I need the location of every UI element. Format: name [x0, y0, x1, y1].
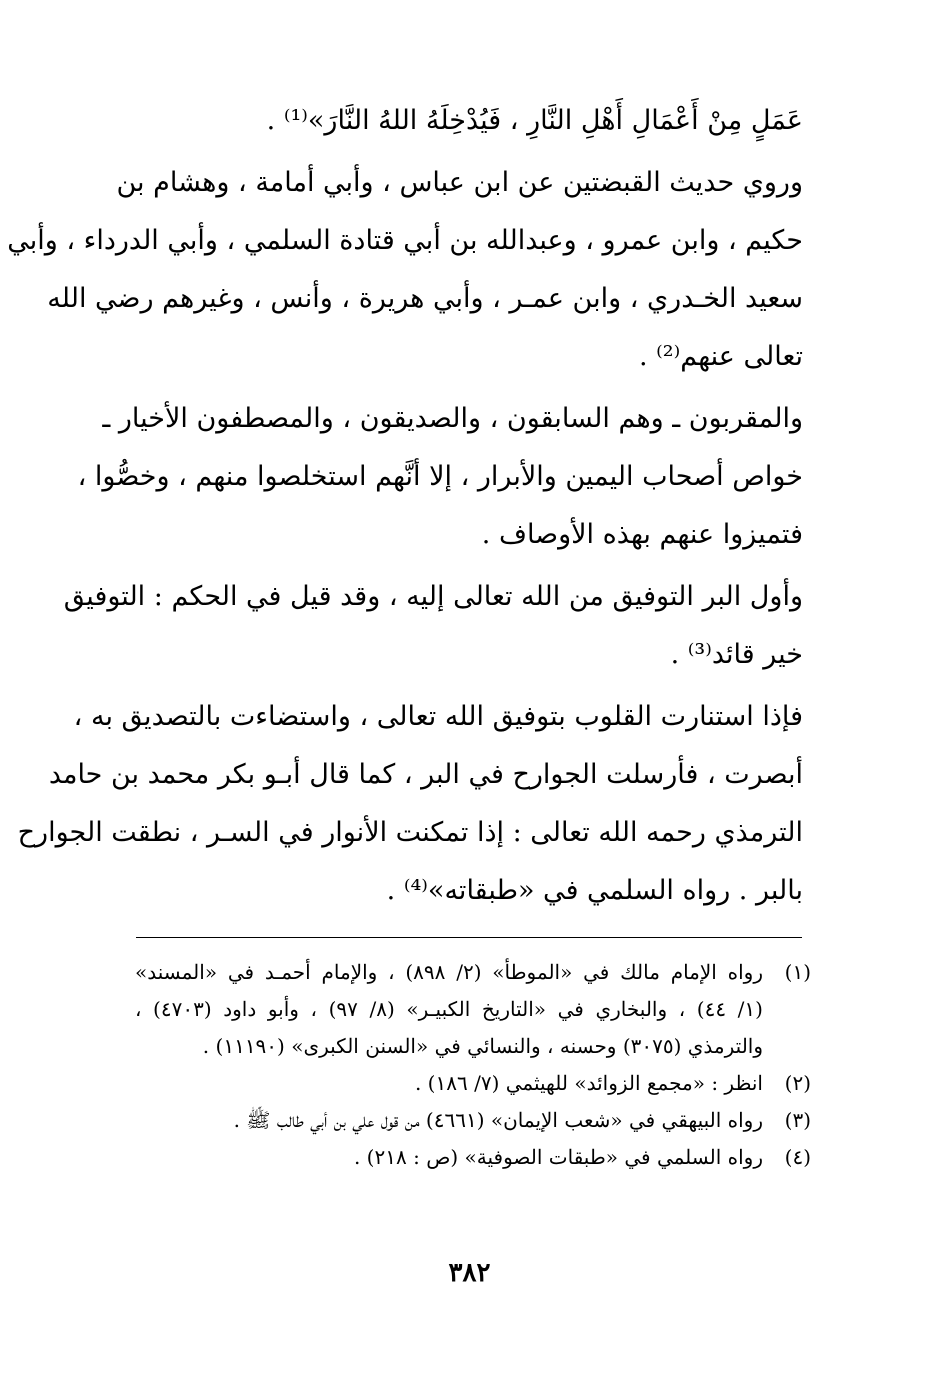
footnote-text [135, 1102, 763, 1139]
footnote [135, 1139, 811, 1176]
footnote-text [135, 1139, 763, 1176]
text-line: أبصرت ، فأرسلت الجوارح في البر ، كما قال أبـو بكر محمد بن حامد [48, 759, 803, 790]
footnote [135, 1065, 811, 1102]
footnote-number: (٤) [784, 1145, 811, 1169]
text-line: وأول البر التوفيق من الله تعالى إليه ، وقد قيل في الحكم : التوفيق [63, 581, 803, 612]
text-line: خواص أصحاب اليمين والأبرار ، إلا أنَّهم استخلصوا منهم ، وخصُّوا ، [77, 461, 803, 492]
footnote-line: (١/ ٤٤) ، والبخاري في «التاريخ الكبيـر» (٨/ ٩٧) ، وأبو داود (٤٧٠٣) ، [135, 997, 763, 1021]
text-line: خير قائد⁽³⁾ . [670, 639, 803, 670]
footnote-number: (١) [784, 960, 811, 984]
footnote-line: رواه السلمي في «طبقات الصوفية» (ص : ٢١٨) . [353, 1145, 763, 1169]
footnote-text [135, 1065, 763, 1102]
text-line: الترمذي رحمه الله تعالى : إذا تمكنت الأنوار في السـر ، نطقت الجوارح [17, 817, 803, 848]
footnote-line: رواه البيهقي في «شعب الإيمان» (٤٦٦١) من قول علي بن أبي طالب ﷺ . [233, 1108, 763, 1132]
footnote [135, 954, 811, 1065]
text-line: وروي حديث القبضتين عن ابن عباس ، وأبي أمامة ، وهشام بن [116, 167, 803, 198]
text-line: سعيد الخـدري ، وابن عمـر ، وأبي هريرة ، وأنس ، وغيرهم رضي الله [47, 283, 803, 314]
text-line: حكيم ، وابن عمرو ، وعبدالله بن أبي قتادة السلمي ، وأبي الدرداء ، وأبي [7, 225, 803, 256]
footnote-line: رواه الإمام مالك في «الموطأ» (٢/ ٨٩٨) ، والإمام أحمـد في «المسند» [135, 960, 763, 984]
paragraph [135, 92, 803, 150]
paragraph [63, 568, 803, 684]
text-line: عَمَلٍ مِنْ أَعْمَالِ أَهْلِ النَّارِ ، فَيُدْخِلَهُ اللهُ النَّارَ»⁽¹⁾ . [266, 105, 803, 136]
paragraph [77, 390, 803, 564]
paragraph [17, 688, 803, 920]
page-number: ٣٨٢ [448, 1258, 491, 1288]
footnote-number: (٢) [784, 1071, 811, 1095]
text-line: فتميزوا عنهم بهذه الأوصاف . [481, 519, 803, 550]
footnote-separator [136, 937, 802, 938]
paragraph [7, 154, 803, 386]
text-line: فإذا استنارت القلوب بتوفيق الله تعالى ، واستضاءت بالتصديق به ، [73, 701, 803, 732]
text-line: بالبر . رواه السلمي في «طبقاته»⁽⁴⁾ . [386, 875, 803, 906]
footnote-number: (٣) [784, 1108, 811, 1132]
text-line: والمقربون ـ وهم السابقون ، والصديقون ، والمصطفون الأخيار ـ [102, 403, 803, 434]
footnote [135, 1102, 811, 1139]
footnote-line: والترمذي (٣٠٧٥) وحسنه ، والنسائي في «السنن الكبرى» (١١١٩٠) . [202, 1034, 763, 1058]
text-line: تعالى عنهم⁽²⁾ . [638, 341, 803, 372]
footnote-line: انظر : «مجمع الزوائد» للهيثمي (٧/ ١٨٦) . [414, 1071, 763, 1095]
main-text [7, 92, 803, 920]
footnotes [135, 954, 811, 1176]
footnote-text [135, 954, 763, 1065]
